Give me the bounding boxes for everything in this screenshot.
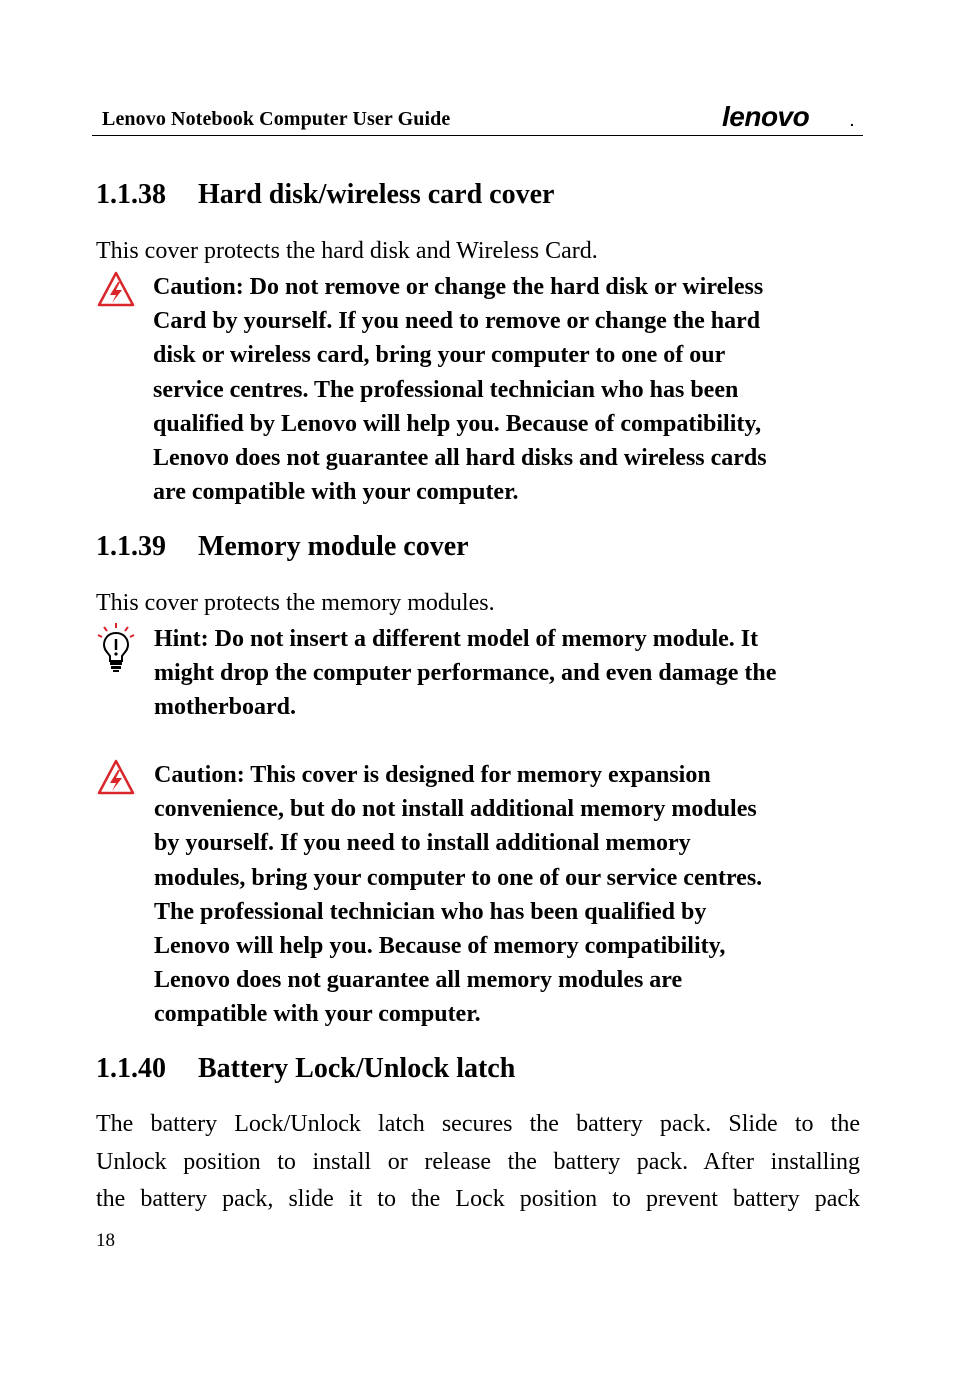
- warning-triangle-icon: [96, 270, 136, 310]
- caution-line: Lenovo does not guarantee all hard disks and wireless cards: [153, 445, 767, 472]
- caution-line: Lenovo will help you. Because of memory compatibility,: [154, 933, 726, 960]
- caution-line: are compatible with your computer.: [153, 479, 519, 506]
- caution-line: modules, bring your computer to one of our service centres.: [154, 864, 763, 891]
- body-line: The battery Lock/Unlock latch secures the battery pack. Slide to the: [96, 1111, 860, 1137]
- body-line: Unlock position to install or release the battery pack. After installing: [96, 1148, 860, 1175]
- page-number: 18: [96, 1230, 115, 1251]
- caution-line: disk or wireless card, bring your computer to one of our: [153, 342, 726, 369]
- section-intro: This cover protects the hard disk and Wireless Card.: [96, 238, 598, 264]
- warning-triangle-icon: [96, 758, 136, 798]
- caution-line: convenience, but do not install additional memory modules: [154, 796, 757, 823]
- caution-line: compatible with your computer.: [154, 1001, 481, 1028]
- section-heading-1-1-38: [96, 179, 554, 211]
- section-number: 1.1.40: [96, 1053, 166, 1084]
- caution-line: Card by yourself. If you need to remove or change the hard: [153, 308, 761, 335]
- hint-line: might drop the computer performance, and even damage the: [154, 660, 777, 687]
- section-heading-1-1-39: [96, 531, 469, 563]
- section-title: Hard disk/wireless card cover: [198, 179, 555, 210]
- section-number: 1.1.38: [96, 179, 166, 210]
- body-line: the battery pack, slide it to the Lock position to prevent battery pack: [96, 1186, 860, 1212]
- section-title: Memory module cover: [198, 531, 469, 562]
- caution-line: service centres. The professional technician who has been: [153, 376, 739, 403]
- hint-line: motherboard.: [154, 694, 296, 721]
- caution-line: Caution: This cover is designed for memory expansion: [154, 762, 711, 788]
- header-divider: [92, 135, 863, 136]
- caution-line: by yourself. If you need to install additional memory: [154, 830, 691, 857]
- caution-line: Caution: Do not remove or change the hard disk or wireless: [153, 274, 764, 300]
- hint-text: [154, 622, 776, 725]
- caution-text: [153, 270, 767, 509]
- document-title: Lenovo Notebook Computer User Guide: [102, 108, 451, 130]
- caution-line: The professional technician who has been qualified by: [154, 898, 707, 925]
- svg-text:.: .: [850, 113, 854, 129]
- svg-text:lenovo: lenovo: [722, 104, 810, 132]
- section-title: Battery Lock/Unlock latch: [198, 1053, 516, 1084]
- section-heading-1-1-40: [96, 1053, 515, 1085]
- lightbulb-icon: [96, 622, 136, 662]
- lenovo-logo: [722, 104, 858, 137]
- section-number: 1.1.39: [96, 531, 166, 562]
- caution-text: [154, 758, 762, 1032]
- section-body: [96, 1106, 860, 1219]
- caution-line: qualified by Lenovo will help you. Because of compatibility,: [153, 410, 762, 437]
- hint-line: Hint: Do not insert a different model of memory module. It: [154, 626, 759, 652]
- caution-line: Lenovo does not guarantee all memory modules are: [154, 967, 683, 994]
- section-intro: This cover protects the memory modules.: [96, 590, 495, 616]
